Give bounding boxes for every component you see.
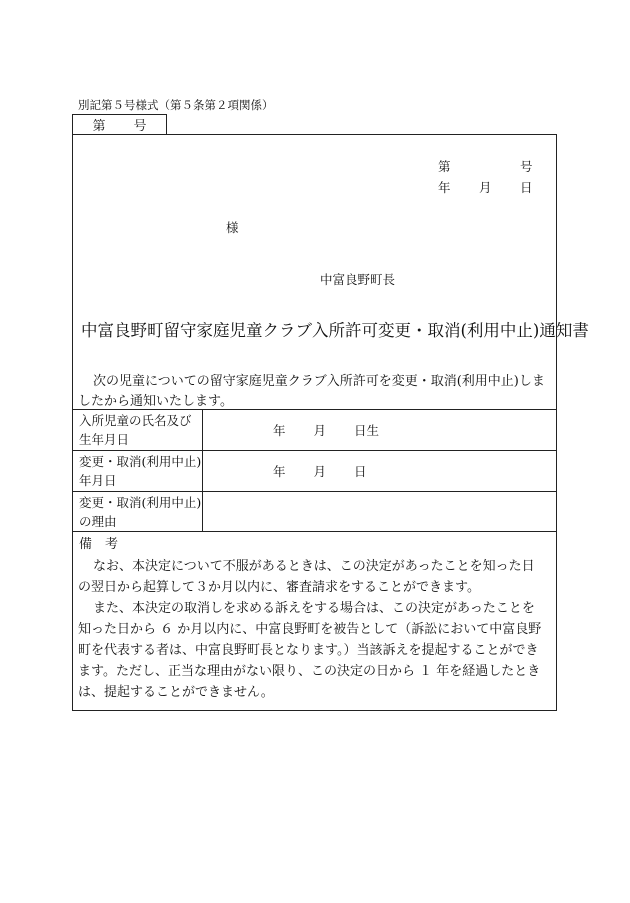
- value-child-birthdate: [203, 410, 557, 451]
- value-change-date: [203, 451, 557, 492]
- intro-line-1: 次の児童についての留守家庭児童クラブ入所許可を変更・取消(利用中止)しま: [93, 374, 545, 389]
- date-month: 月: [479, 180, 492, 195]
- table-row-change-date: [73, 451, 557, 492]
- number-box-prefix: 第: [92, 119, 106, 134]
- intro-line-2: したから通知いたします。: [78, 394, 233, 409]
- document-title: 中富良野町留守家庭児童クラブ入所許可変更・取消(利用中止)通知書: [81, 321, 589, 340]
- label-child-name: [73, 410, 203, 451]
- date-day: 日: [520, 180, 533, 195]
- value-year: 年: [273, 463, 286, 479]
- remarks-p1-line2: の翌日から起算して３か月以内に、審査請求をすることができます。: [78, 580, 480, 595]
- label-line: 変更・取消(利用中止): [79, 454, 202, 469]
- value-month: 月: [313, 422, 327, 438]
- label-line: 年月日: [79, 473, 117, 488]
- remarks-p2-line1: また、本決定の取消しを求める訴えをする場合は、この決定があったことを: [93, 601, 535, 616]
- value-day: 日生: [354, 422, 380, 438]
- remarks-p2-line2: 知った日から ６ か月以内に、中富良野町を被告として（訴訟において中富良野: [78, 622, 542, 637]
- info-table: [72, 409, 557, 532]
- remarks-p1-line1: なお、本決定について不服があるときは、この決定があったことを知った日: [93, 559, 535, 574]
- remarks-p2-line5: は、提起することができません。: [78, 685, 274, 700]
- doc-number-prefix: 第: [438, 159, 451, 174]
- label-line: の理由: [79, 513, 117, 529]
- label-reason: [73, 492, 203, 532]
- table-row-child: [73, 410, 557, 451]
- label-line: 入所児童の氏名及び: [79, 413, 192, 428]
- issuer-name: 中富良野町長: [320, 272, 396, 287]
- doc-number-suffix: 号: [520, 159, 533, 174]
- form-reference: 別記第５号様式（第５条第２項関係）: [78, 98, 274, 112]
- value-day: 日: [354, 463, 367, 479]
- remarks-p2-line4: ます。ただし、正当な理由がない限り、この決定の日から １ 年を経過したとき: [78, 664, 541, 679]
- table-row-reason: [73, 492, 557, 532]
- number-box-suffix: 号: [133, 119, 147, 134]
- date-year: 年: [438, 180, 451, 195]
- value-reason: [203, 492, 557, 532]
- value-year: 年: [273, 422, 286, 438]
- number-box: [72, 114, 167, 134]
- label-line: 変更・取消(利用中止): [79, 494, 202, 510]
- addressee-suffix: 様: [226, 220, 239, 235]
- value-month: 月: [313, 463, 327, 479]
- remarks-p2-line3: 町を代表する者は、中富良野町長となります。）当該訴えを提起することができ: [78, 643, 539, 658]
- label-line: 生年月日: [79, 432, 130, 447]
- remarks-heading: 備 考: [79, 537, 119, 552]
- label-change-date: [73, 451, 203, 492]
